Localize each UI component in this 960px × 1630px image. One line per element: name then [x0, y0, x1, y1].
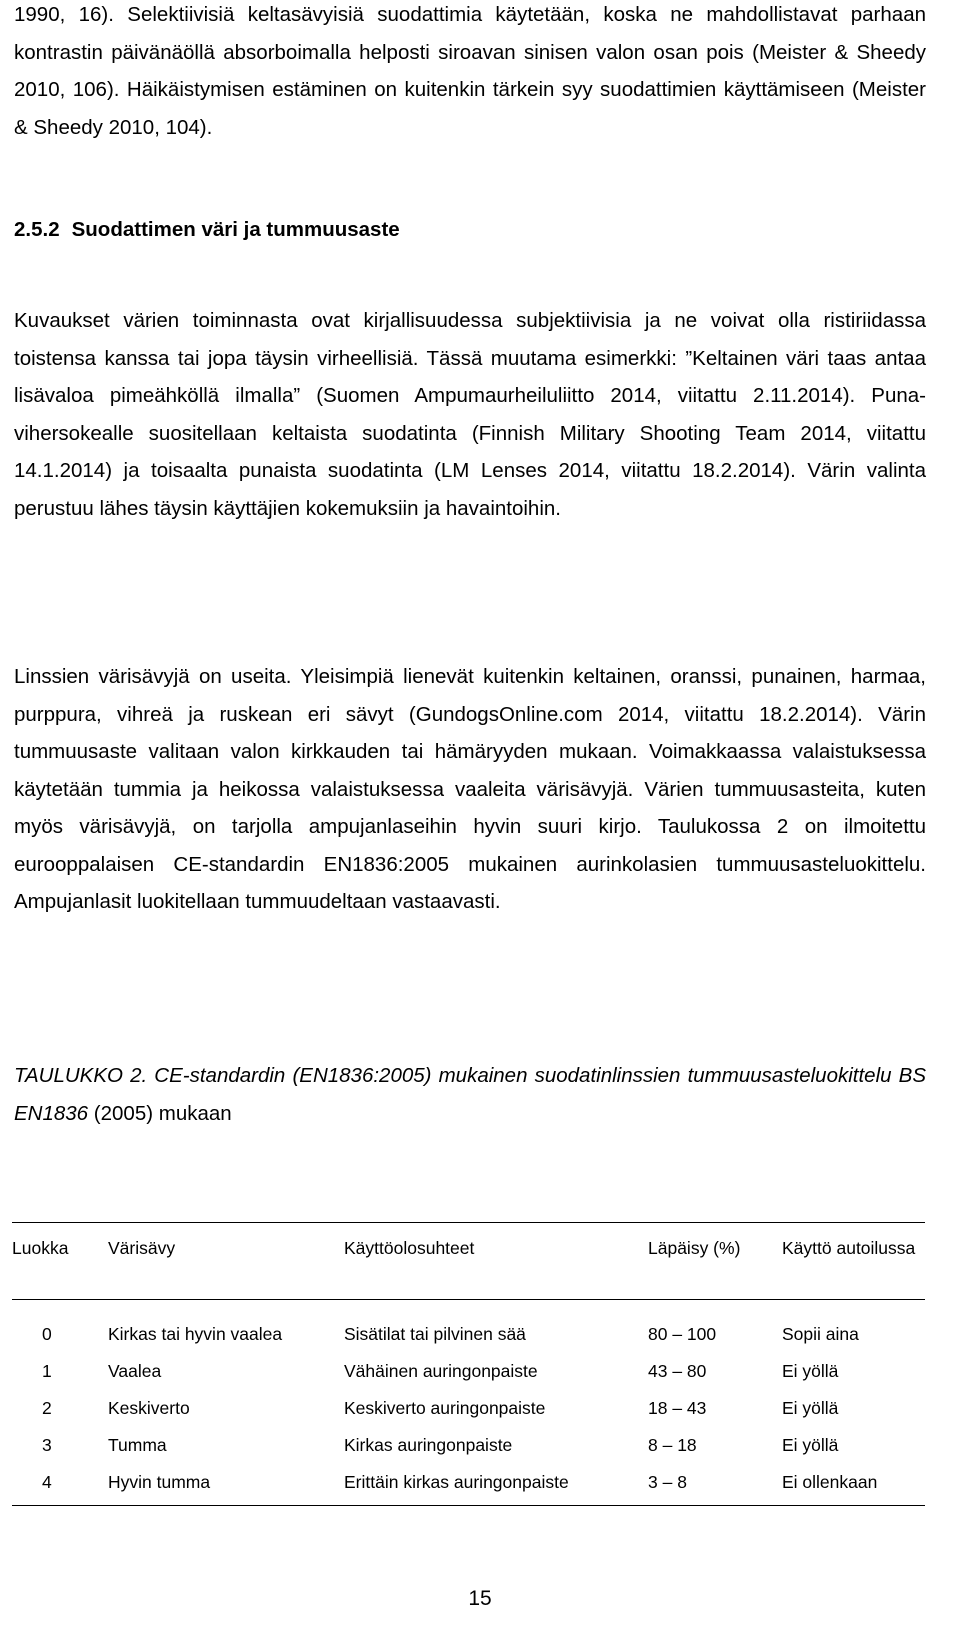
cell-conditions: Kirkas auringonpaiste [344, 1435, 513, 1455]
table-row [12, 1390, 925, 1427]
cell-tint: Tumma [108, 1435, 167, 1455]
lead-paragraph-text: 1990, 16). Selektiivisiä keltasävyisiä suodattimia käytetään, koska ne mahdollistavat parhaan kontrastin päivänäöllä absorboimalla helposti siroavan sinisen valon osan pois (Meister & Sheedy 2010, 106). Häikäistymisen estäminen on kuitenkin tärkein syy suodattimien käyttämiseen (Meister & Sheedy 2010, 104). [14, 3, 926, 139]
header-driving-use: Käyttö autoilussa [782, 1238, 916, 1258]
paragraph-2 [14, 302, 926, 527]
cell-class: 3 [42, 1435, 52, 1455]
cell-class: 2 [42, 1398, 52, 1418]
cell-conditions: Erittäin kirkas auringonpaiste [344, 1472, 569, 1492]
header-class: Luokka [12, 1238, 69, 1258]
table-row [12, 1300, 925, 1354]
cell-tint: Keskiverto [108, 1398, 190, 1418]
cell-driving-use: Ei yöllä [782, 1398, 839, 1418]
section-number: 2.5.2 [14, 218, 60, 241]
header-conditions: Käyttöolosuhteet [344, 1238, 475, 1258]
cell-transmission: 18 – 43 [648, 1398, 707, 1418]
cell-driving-use: Ei yöllä [782, 1361, 839, 1381]
table-row [12, 1353, 925, 1390]
cell-class: 0 [42, 1324, 52, 1344]
header-tint: Värisävy [108, 1238, 176, 1258]
cell-transmission: 8 – 18 [648, 1435, 697, 1455]
cell-transmission: 80 – 100 [648, 1324, 717, 1344]
cell-conditions: Sisätilat tai pilvinen sää [344, 1324, 526, 1344]
cell-driving-use: Ei ollenkaan [782, 1472, 878, 1492]
table-header-row [12, 1223, 925, 1300]
cell-tint: Hyvin tumma [108, 1472, 211, 1492]
cell-transmission: 43 – 80 [648, 1361, 707, 1381]
section-title: Suodattimen väri ja tummuusaste [71, 218, 400, 241]
cell-conditions: Keskiverto auringonpaiste [344, 1398, 546, 1418]
cell-driving-use: Ei yöllä [782, 1435, 839, 1455]
cell-driving-use: Sopii aina [782, 1324, 859, 1344]
table-row [12, 1464, 925, 1506]
paragraph-2-text: Kuvaukset värien toiminnasta ovat kirjallisuudessa subjektiivisia ja ne voivat olla ristiriidassa toistensa kanssa tai jopa täysin virheellisiä. Tässä muutama esimerkki: ”Keltainen väri taas antaa lisävaloa pimeähköllä ilmalla” (Suomen Ampumaurheiluliitto 2014, viitattu 2.11.2014). Puna-vihersokealle suositellaan keltaista suodatinta (Finnish Military Shooting Team 2014, viitattu 14.1.2014) ja toisaalta punaista suodatinta (LM Lenses 2014, viitattu 18.2.2014). Värin valinta perustuu lähes täysin käyttäjien kokemuksiin ja havaintoihin. [14, 309, 926, 520]
lead-paragraph [14, 0, 926, 146]
section-heading [14, 215, 400, 245]
cell-tint: Vaalea [108, 1361, 162, 1381]
cell-conditions: Vähäinen auringonpaiste [344, 1361, 538, 1381]
cell-class: 4 [42, 1472, 52, 1492]
page-number: 15 [468, 1587, 492, 1610]
cell-tint: Kirkas tai hyvin vaalea [108, 1324, 283, 1344]
cell-class: 1 [42, 1361, 52, 1381]
cell-transmission: 3 – 8 [648, 1472, 687, 1492]
table-caption-regular: (2005) mukaan [88, 1101, 232, 1125]
table-caption-italic: TAULUKKO 2. CE-standardin (EN1836:2005) mukainen suodatinlinssien tummuusasteluokittelu BS EN1836 [14, 1064, 926, 1125]
header-transmission: Läpäisy (%) [648, 1238, 741, 1258]
table-caption [14, 1057, 926, 1132]
paragraph-3 [14, 658, 926, 921]
table-row [12, 1427, 925, 1464]
darkness-grade-table [12, 1222, 925, 1506]
paragraph-3-text: Linssien värisävyjä on useita. Yleisimpiä lienevät kuitenkin keltainen, oranssi, punainen, harmaa, purppura, vihreä ja ruskean eri sävyt (GundogsOnline.com 2014, viitattu 18.2.2014). Värin tummuusaste valitaan valon kirkkauden tai hämäryyden mukaan. Voimakkaassa valaistuksessa käytetään tummia ja heikossa valaistuksessa vaaleita värisävyjä. Värien tummuusasteita, kuten myös värisävyjä, on tarjolla ampujanlaseihin hyvin suuri kirjo. Taulukossa 2 on ilmoitettu eurooppalaisen CE-standardin EN1836:2005 mukainen aurinkolasien tummuusasteluokittelu. Ampujanlasit luokitellaan tummuudeltaan vastaavasti. [14, 665, 926, 913]
